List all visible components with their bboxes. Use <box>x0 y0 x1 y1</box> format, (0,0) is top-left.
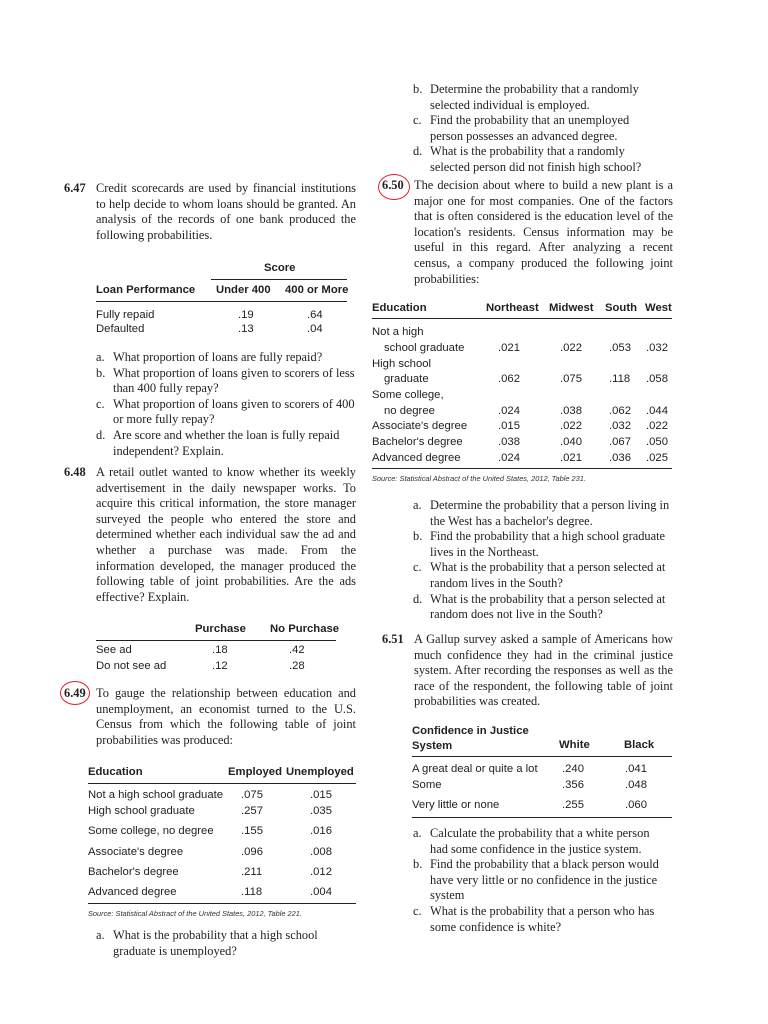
table-cell: .155 <box>241 825 263 837</box>
table-cell: .18 <box>212 644 228 656</box>
row-label: See ad <box>96 644 132 656</box>
table-cell: .032 <box>646 342 668 354</box>
row-label: Do not see ad <box>96 660 167 672</box>
row-label: Defaulted <box>96 323 145 335</box>
problem-number: 6.50 <box>382 178 404 192</box>
table-row-header: Loan Performance <box>96 284 196 296</box>
list-item: a. Calculate the probability that a white person had some confidence in the justice system. <box>413 826 650 856</box>
table-cell: .058 <box>646 373 668 385</box>
column-header: Midwest <box>549 302 594 314</box>
column-header: No Purchase <box>270 623 340 635</box>
row-label: High school graduate <box>88 805 195 817</box>
questions-6-49-right <box>413 82 653 176</box>
table-cell: .021 <box>498 342 520 354</box>
list-item: b. Find the probability that a high school graduate lives in the Northeast. <box>413 529 666 559</box>
table-cell: .041 <box>625 763 647 775</box>
table-cell: .64 <box>307 309 323 321</box>
table-rule <box>88 903 356 904</box>
table-cell: .053 <box>609 342 631 354</box>
column-header: West <box>645 302 672 314</box>
table-cell: .025 <box>646 452 668 464</box>
table-cell: .022 <box>560 420 582 432</box>
table-cell: .024 <box>498 405 520 417</box>
row-label: Fully repaid <box>96 309 155 321</box>
table-cell: .016 <box>310 825 332 837</box>
row-label: Bachelor's degree <box>372 436 463 448</box>
table-cell: .044 <box>646 405 668 417</box>
row-label: A great deal or quite a lot <box>412 763 538 775</box>
row-label: Some college, <box>372 389 444 401</box>
table-cell: .118 <box>609 373 631 385</box>
problem-6-49 <box>64 686 356 748</box>
table-cell: .19 <box>238 309 254 321</box>
row-label: Advanced degree <box>372 452 461 464</box>
table-cell: .118 <box>241 886 263 898</box>
table-row-header: Confidence in Justice System <box>412 725 529 752</box>
questions-6-49-left <box>96 928 336 959</box>
list-item: d. What is the probability that a person selected at random does not live in the South? <box>413 591 666 622</box>
table-cell: .255 <box>562 799 584 811</box>
table-cell: .067 <box>609 436 631 448</box>
table-cell: .42 <box>289 644 305 656</box>
column-header: Under 400 <box>216 284 271 296</box>
table-cell: .240 <box>562 763 584 775</box>
questions-6-47 <box>96 350 358 459</box>
problem-text: Credit scorecards are used by financial institutions to help decide to whom loans should be granted. An analysis of the records of one bank produced the following probabilities. <box>96 181 356 242</box>
table-row-header: Education <box>88 766 143 778</box>
table-group-header: Score <box>264 262 296 274</box>
row-label: Bachelor's degree <box>88 866 179 878</box>
table-cell: .038 <box>498 436 520 448</box>
table-source: Source: Statistical Abstract of the United States, 2012, Table 221. <box>88 909 302 918</box>
table-rule <box>211 279 347 280</box>
row-label: Not a high <box>372 326 424 338</box>
problem-text: A Gallup survey asked a sample of Americans how much confidence they had in the criminal justice system. After recording the responses as well as the race of the respondent, the following table of joint probabilities was created. <box>414 632 673 709</box>
table-cell: .096 <box>241 846 263 858</box>
annotation-circle <box>378 174 410 200</box>
table-cell: .050 <box>646 436 668 448</box>
table-cell: .075 <box>241 789 263 801</box>
problem-number: 6.47 <box>64 181 86 195</box>
row-label: school graduate <box>384 342 465 354</box>
row-label: Not a high school graduate <box>88 789 224 801</box>
table-row-header: Education <box>372 302 427 314</box>
list-item: c. What is the probability that a person who has some confidence is white? <box>413 903 655 934</box>
row-label: Very little or none <box>412 799 500 811</box>
table-rule <box>88 783 356 784</box>
table-cell: .015 <box>498 420 520 432</box>
column-header: 400 or More <box>285 284 349 296</box>
problem-number: 6.51 <box>382 632 404 646</box>
column-header: Black <box>624 739 655 751</box>
row-label: Associate's degree <box>88 846 184 858</box>
table-cell: .060 <box>625 799 647 811</box>
table-cell: .356 <box>562 779 584 791</box>
list-item: a. What proportion of loans are fully repaid? <box>96 350 323 364</box>
table-cell: .015 <box>310 789 332 801</box>
table-cell: .008 <box>310 846 332 858</box>
row-label: no degree <box>384 405 435 417</box>
table-cell: .04 <box>307 323 323 335</box>
list-item: a. What is the probability that a high school graduate is unemployed? <box>96 928 318 958</box>
table-cell: .28 <box>289 660 305 672</box>
table-cell: .13 <box>238 323 254 335</box>
table-rule <box>412 756 672 757</box>
table-cell: .021 <box>560 452 582 464</box>
problem-number: 6.49 <box>64 686 86 700</box>
row-label: Associate's degree <box>372 420 468 432</box>
table-cell: .035 <box>310 805 332 817</box>
table-cell: .12 <box>212 660 228 672</box>
table-rule <box>96 640 336 641</box>
questions-6-51 <box>413 826 668 935</box>
column-header: White <box>559 739 590 751</box>
table-cell: .036 <box>609 452 631 464</box>
problem-6-47 <box>64 181 356 243</box>
list-item: c. What is the probability that a person selected at random lives in the South? <box>413 560 666 590</box>
table-cell: .022 <box>646 420 668 432</box>
problem-number: 6.48 <box>64 465 86 479</box>
list-item: b. Find the probability that a black person would have very little or no confidence in the justice system <box>413 857 659 903</box>
list-item: c. What proportion of loans given to scorers of 400 or more fully repay? <box>96 396 355 427</box>
table-cell: .038 <box>560 405 582 417</box>
table-cell: .024 <box>498 452 520 464</box>
list-item: b. What proportion of loans given to scorers of less than 400 fully repay? <box>96 365 355 396</box>
table-cell: .012 <box>310 866 332 878</box>
questions-6-50 <box>413 498 673 623</box>
table-cell: .032 <box>609 420 631 432</box>
table-rule <box>372 318 672 319</box>
table-cell: .075 <box>560 373 582 385</box>
list-item: c. Find the probability that an unemployed person possesses an advanced degree. <box>413 113 630 143</box>
list-item: d. What is the probability that a randomly selected person did not finish high school? <box>413 144 642 174</box>
table-cell: .257 <box>241 805 263 817</box>
list-item: d. Are score and whether the loan is fully repaid independent? Explain. <box>96 427 340 458</box>
list-item: a. Determine the probability that a person living in the West has a bachelor's degree. <box>413 498 670 528</box>
table-cell: .211 <box>241 866 263 878</box>
column-header: Employed <box>228 766 282 778</box>
problem-text: The decision about where to build a new plant is a major one for most companies. One of the factors that is often considered is the education level of the location's residents. Census information may be useful in this regard. After analyzing a recent census, a company produced the following joint probabilities: <box>414 178 673 286</box>
table-rule <box>412 817 672 818</box>
table-cell: .048 <box>625 779 647 791</box>
problem-text: To gauge the relationship between education and unemployment, an economist turned to the U.S. Census from which the following table of joint probabilities was produced: <box>96 686 356 747</box>
annotation-circle <box>60 681 90 705</box>
problem-text: A retail outlet wanted to know whether its weekly advertisement in the daily newspaper works. To acquire this critical information, the store manager surveyed the people who entered the store and determined whether each individual saw the ad and whether a purchase was made. From the information developed, the manager produced the following table of joint probabilities. Are the ads effective? Explain. <box>96 465 356 604</box>
row-label: Advanced degree <box>88 886 177 898</box>
column-header: Northeast <box>486 302 539 314</box>
row-label: High school <box>372 358 432 370</box>
problem-6-51 <box>382 632 673 710</box>
table-cell: .004 <box>310 886 332 898</box>
table-cell: .040 <box>560 436 582 448</box>
row-label: Some <box>412 779 442 791</box>
column-header: South <box>605 302 637 314</box>
table-cell: .062 <box>609 405 631 417</box>
table-source: Source: Statistical Abstract of the United States, 2012, Table 231. <box>372 474 586 483</box>
column-header: Unemployed <box>286 766 354 778</box>
problem-6-48 <box>64 465 356 605</box>
table-cell: .022 <box>560 342 582 354</box>
table-cell: .062 <box>498 373 520 385</box>
column-header: Purchase <box>195 623 246 635</box>
problem-6-50 <box>382 178 673 287</box>
table-rule <box>372 468 672 469</box>
row-label: Some college, no degree <box>88 825 214 837</box>
row-label: graduate <box>384 373 429 385</box>
list-item: b. Determine the probability that a randomly selected individual is employed. <box>413 82 639 112</box>
table-rule <box>96 301 347 302</box>
